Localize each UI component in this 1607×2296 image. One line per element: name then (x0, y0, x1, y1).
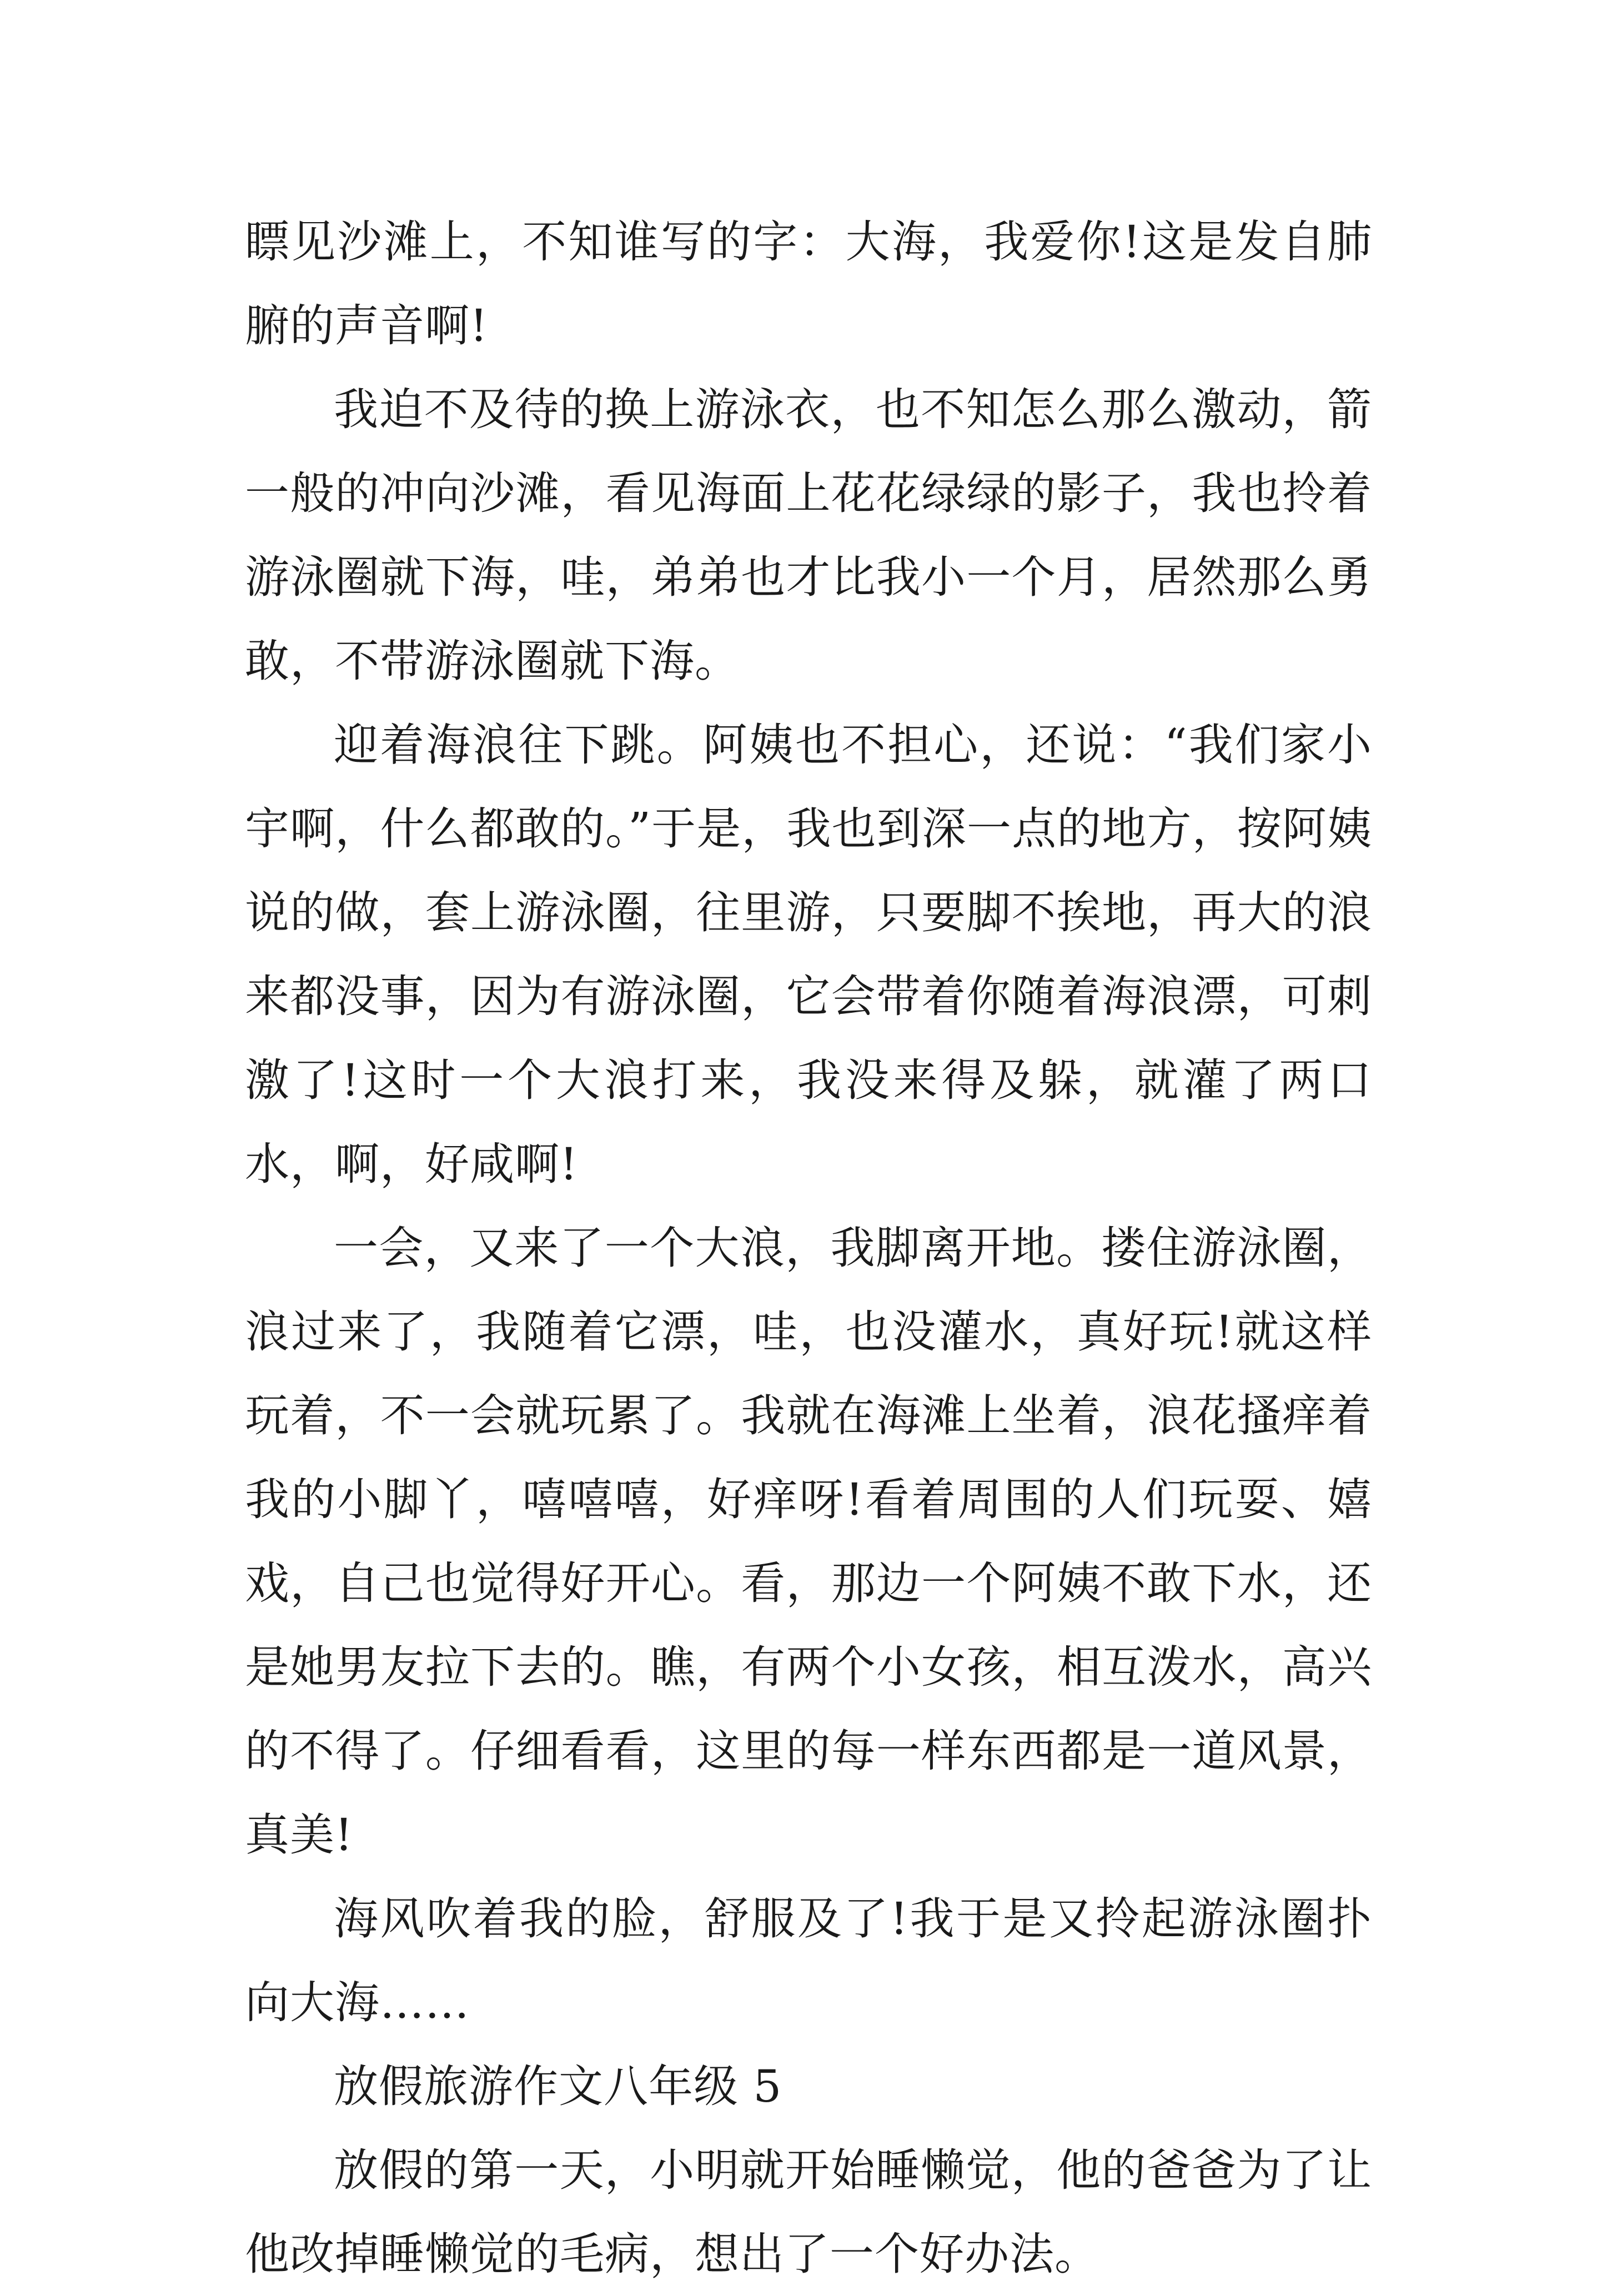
paragraph: 海风吹着我的脸，舒服及了!我于是又拎起游泳圈扑向大海…… (245, 1893, 1372, 2028)
document-body (245, 200, 1372, 2296)
paragraph: 我迫不及待的换上游泳衣，也不知怎么那么激动，箭一般的冲向沙滩，看见海面上花花绿绿的影子，我也拎着游泳圈就下海，哇，弟弟也才比我小一个月，居然那么勇敢，不带游泳圈就下海。 (245, 384, 1372, 687)
paragraph: 放假的第一天，小明就开始睡懒觉，他的爸爸为了让他改掉睡懒觉的毛病，想出了一个好办法。 (245, 2144, 1372, 2280)
paragraph-continued: 瞟见沙滩上，不知谁写的字：大海，我爱你!这是发自肺腑的声音啊! (245, 216, 1372, 351)
paragraph: 迎着海浪往下跳。阿姨也不担心，还说：“我们家小宇啊，什么都敢的。”于是，我也到深一点的地方，按阿姨说的做，套上游泳圈，往里游，只要脚不挨地，再大的浪来都没事，因为有游泳圈，它会带着你随着海浪漂，可刺激了!这时一个大浪打来，我没来得及躲，就灌了两口水，啊，好咸啊! (245, 719, 1372, 1190)
section-heading: 放假旅游作文八年级 5 (334, 2061, 782, 2112)
paragraph: 一会，又来了一个大浪，我脚离开地。搂住游泳圈，浪过来了，我随着它漂，哇，也没灌水，真好玩!就这样玩着，不一会就玩累了。我就在海滩上坐着，浪花搔痒着我的小脚丫，嘻嘻嘻，好痒呀!看着周围的人们玩耍、嬉戏，自己也觉得好开心。看，那边一个阿姨不敢下水，还是她男友拉下去的。瞧，有两个小女孩，相互泼水，高兴的不得了。仔细看看，这里的每一样东西都是一道风景，真美! (245, 1222, 1372, 1861)
